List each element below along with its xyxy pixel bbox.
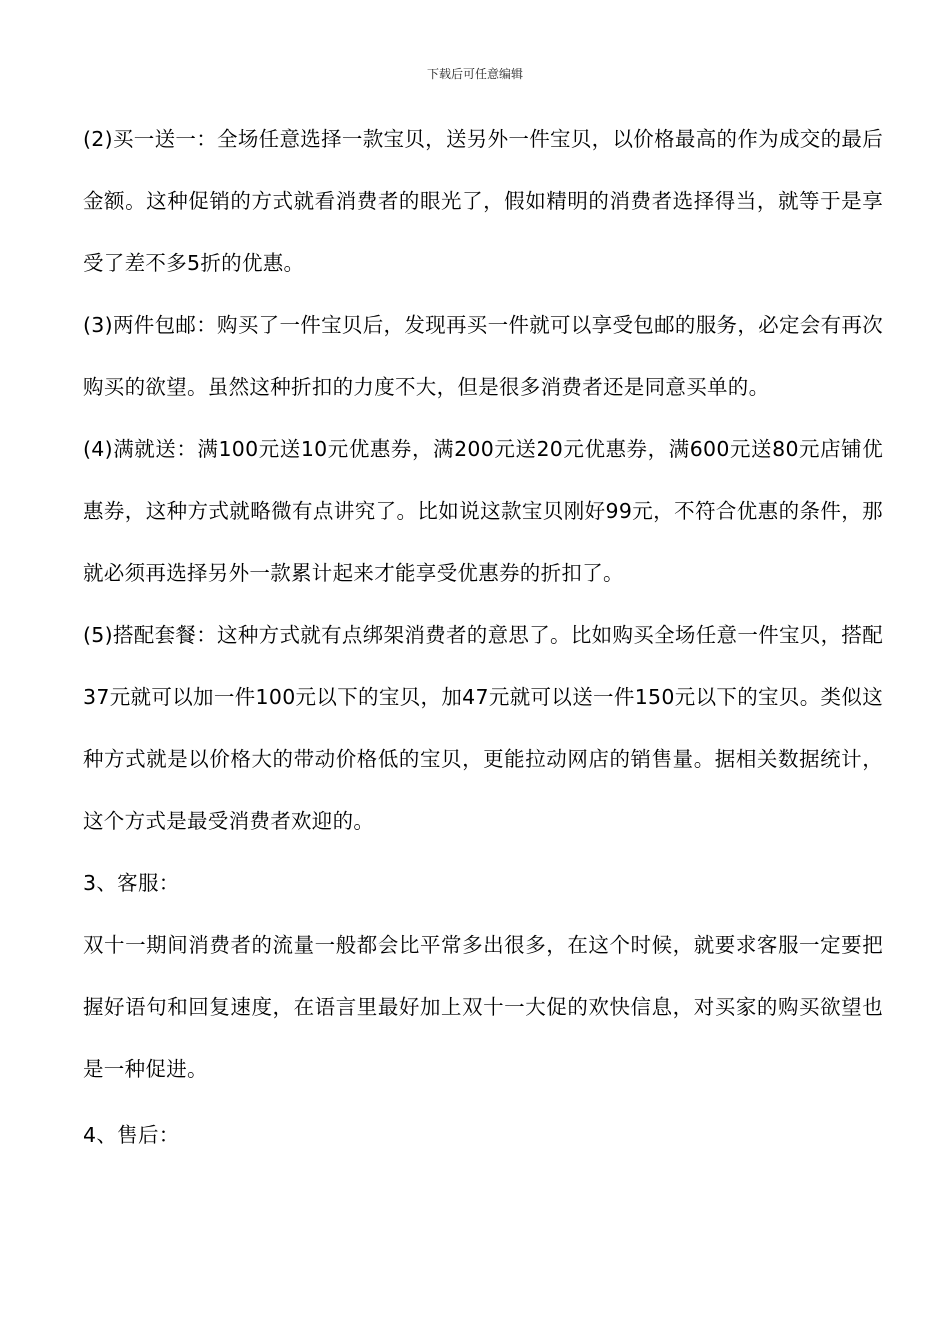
page-header: 下载后可任意编辑 (426, 67, 523, 81)
paragraph-buy-one-get-one: (2)买一送一：全场任意选择一款宝贝，送另外一件宝贝，以价格最高的作为成交的最后金额。这种促销的方式就看消费者的眼光了，假如精明的消费者选择得当，就等于是享受了差不多5折的优惠。 (83, 127, 883, 275)
section-heading-after-sales: 4、售后： (83, 1123, 180, 1147)
paragraph-customer-service: 双十一期间消费者的流量一般都会比平常多出很多，在这个时候，就要求客服一定要把握好语句和回复速度，在语言里最好加上双十一大促的欢快信息，对买家的购买欲望也是一种促进。 (83, 933, 883, 1081)
paragraph-spend-and-get: (4)满就送：满100元送10元优惠券，满200元送20元优惠券，满600元送80元店铺优惠券，这种方式就略微有点讲究了。比如说这款宝贝刚好99元，不符合优惠的条件，那就必须再选择另外一款累计起来才能享受优惠券的折扣了。 (83, 437, 883, 585)
section-heading-customer-service: 3、客服： (83, 871, 180, 895)
document-body (83, 108, 883, 1166)
paragraph-two-items-free-shipping: (3)两件包邮：购买了一件宝贝后，发现再买一件就可以享受包邮的服务，必定会有再次购买的欲望。虽然这种折扣的力度不大，但是很多消费者还是同意买单的。 (83, 313, 883, 399)
paragraph-bundle-package: (5)搭配套餐：这种方式就有点绑架消费者的意思了。比如购买全场任意一件宝贝，搭配37元就可以加一件100元以下的宝贝，加47元就可以送一件150元以下的宝贝。类似这种方式就是以价格大的带动价格低的宝贝，更能拉动网店的销售量。据相关数据统计，这个方式是最受消费者欢迎的。 (83, 623, 883, 833)
